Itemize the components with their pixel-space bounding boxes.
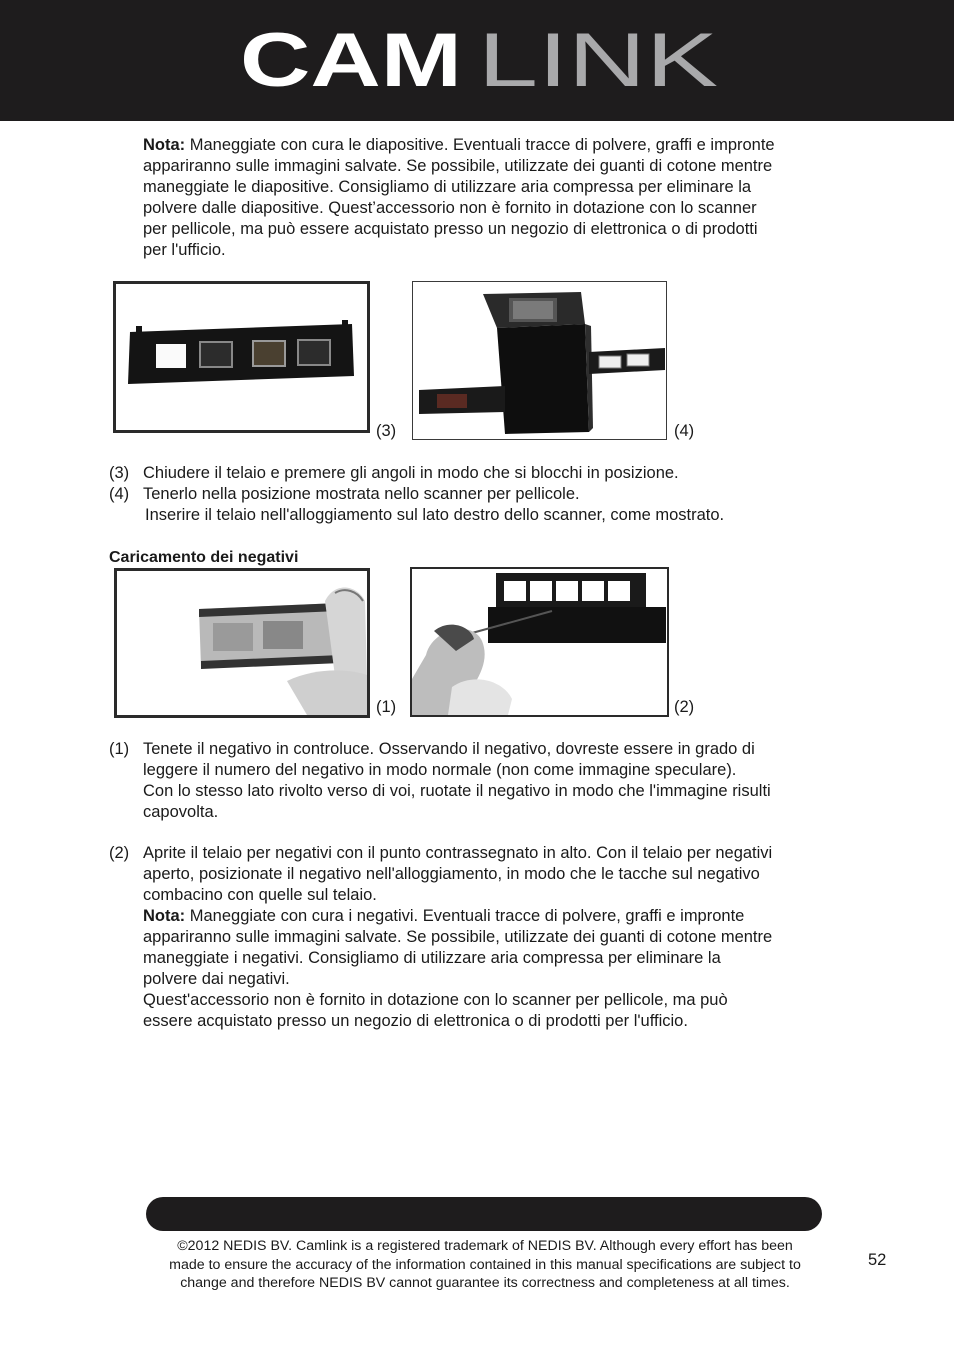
scanner-with-holder-photo — [412, 281, 667, 440]
figure-caption-3: (3) — [376, 422, 397, 440]
note-text-line: appariranno sulle immagini salvate. Se possibile, utilizzate dei guanti di cotone mentre — [143, 157, 773, 175]
logo-link: LINK — [478, 28, 718, 90]
figure-caption-2: (2) — [674, 698, 695, 716]
step-number: (1) — [109, 740, 130, 758]
camlink-logo — [240, 28, 720, 90]
negative-hand-illustration — [117, 571, 367, 715]
note-label: Nota: — [143, 136, 186, 154]
figure-caption-1: (1) — [376, 698, 397, 716]
step-text: Chiudere il telaio e premere gli angoli in modo che si blocchi in posizione. — [143, 464, 679, 482]
figure-caption-4: (4) — [674, 422, 695, 440]
step-number: (3) — [109, 464, 130, 482]
step-text: Tenerlo nella posizione mostrata nello scanner per pellicole. — [143, 485, 580, 503]
footer-copyright — [110, 1237, 860, 1293]
step-continuation: Inserire il telaio nell'alloggiamento sul lato destro dello scanner, come mostrato. — [145, 506, 725, 524]
note-text-line: per pellicole, ma può essere acquistato presso un negozio di elettronica o di prodotti — [143, 220, 758, 238]
footer-line: made to ensure the accuracy of the information contained in this manual specifications are subject to — [169, 1256, 801, 1273]
step-text-line: Tenete il negativo in controluce. Osservando il negativo, dovreste essere in grado di — [143, 740, 755, 758]
footer-line: change and therefore NEDIS BV cannot guarantee its correctness and completeness at all times. — [180, 1275, 790, 1291]
slide-holder-illustration — [116, 284, 367, 430]
footer-bar — [146, 1197, 822, 1231]
note-text-line: essere acquistato presso un negozio di elettronica o di prodotti per l'ufficio. — [143, 1012, 688, 1030]
scanner-illustration — [413, 282, 666, 439]
note-text-line: Maneggiate con cura i negativi. Eventuali tracce di polvere, graffi e impronte — [185, 907, 745, 925]
note-text-line: polvere dalle diapositive. Quest’accessorio non è fornito in dotazione con lo scanner — [143, 199, 757, 217]
slide-holder-photo — [113, 281, 370, 433]
step-number: (4) — [109, 485, 130, 503]
note-text-line: appariranno sulle immagini salvate. Se possibile, utilizzate dei guanti di cotone mentre — [143, 928, 773, 946]
note-text-line: per l'ufficio. — [143, 241, 226, 259]
negative-holding-photo — [114, 568, 370, 718]
page-number: 52 — [868, 1251, 887, 1269]
logo-cam: CAM — [240, 28, 462, 90]
footer-line: ©2012 NEDIS BV. Camlink is a registered trademark of NEDIS BV. Although every effort has been — [177, 1238, 793, 1254]
step-text-line: capovolta. — [143, 803, 219, 821]
note-label: Nota: — [143, 907, 186, 925]
note-text-line: polvere dai negativi. — [143, 970, 290, 988]
step-text-line: combacino con quelle sul telaio. — [143, 886, 377, 904]
note-text-line: maneggiate i negativi. Consigliamo di utilizzare aria compressa per eliminare la — [143, 949, 721, 967]
step-number: (2) — [109, 844, 130, 862]
step-text-line: Aprite il telaio per negativi con il punto contrassegnato in alto. Con il telaio per negativi — [143, 844, 773, 862]
note-text-line: maneggiate le diapositive. Consigliamo di utilizzare aria compressa per eliminare la — [143, 178, 752, 196]
note-text-line: Quest'accessorio non è fornito in dotazione con lo scanner per pellicole, ma può — [143, 991, 728, 1009]
negative-holder-photo — [410, 567, 669, 717]
step-text-line: aperto, posizionate il negativo nell'alloggiamento, in modo che le tacche sul negativo — [143, 865, 760, 883]
page-header — [0, 0, 954, 121]
negative-holder-illustration — [412, 569, 667, 715]
step-text-line: leggere il numero del negativo in modo normale (non come immagine speculare). — [143, 761, 737, 779]
note-text-line: Maneggiate con cura le diapositive. Eventuali tracce di polvere, graffi e impronte — [185, 136, 775, 154]
section-heading: Caricamento dei negativi — [109, 549, 299, 566]
step-text-line: Con lo stesso lato rivolto verso di voi, ruotate il negativo in modo che l'immagine risulti — [143, 782, 771, 800]
